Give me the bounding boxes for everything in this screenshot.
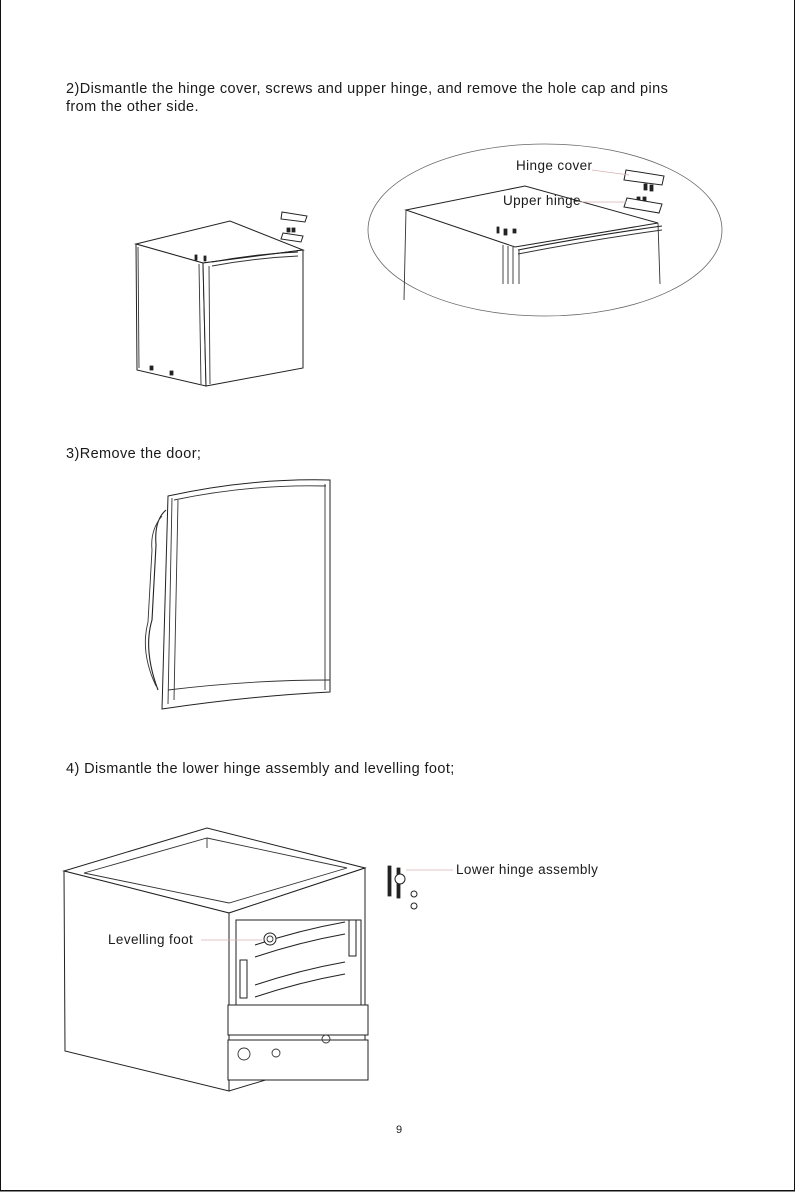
step-2-instruction: 2)Dismantle the hinge cover, screws and upper hinge, and remove the hole cap and pins from the other side. xyxy=(66,81,669,115)
fridge-small-illustration xyxy=(136,212,307,386)
door-illustration xyxy=(145,480,330,709)
levelling-foot-label: Levelling foot xyxy=(108,932,194,947)
cabinet-illustration xyxy=(64,828,453,1091)
page-number: 9 xyxy=(396,1124,403,1136)
step-3-instruction: 3)Remove the door; xyxy=(66,446,202,462)
lower-hinge-assembly-label: Lower hinge assembly xyxy=(456,862,599,877)
upper-hinge-label: Upper hinge xyxy=(503,193,581,208)
step-4-instruction: 4) Dismantle the lower hinge assembly and levelling foot; xyxy=(66,761,455,777)
hinge-cover-label: Hinge cover xyxy=(516,158,593,173)
